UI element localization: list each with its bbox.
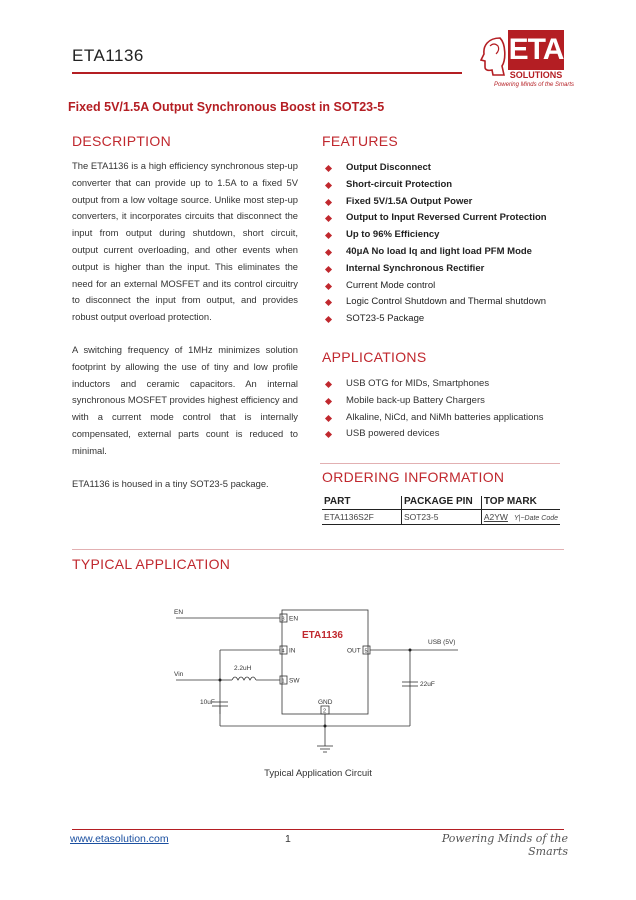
bullet-icon xyxy=(325,249,332,256)
header-divider xyxy=(72,72,462,74)
feature-item: Internal Synchronous Rectifier xyxy=(322,261,622,278)
section-divider xyxy=(72,549,564,550)
typical-application-circuit xyxy=(160,596,480,766)
column-header: PACKAGE PIN xyxy=(401,496,481,510)
logo-brand: ETA xyxy=(508,30,564,70)
label-vin: Vin xyxy=(174,671,184,678)
part-number-title: ETA1136 xyxy=(72,46,144,65)
bullet-icon xyxy=(325,266,332,273)
ordering-heading: ORDERING INFORMATION xyxy=(322,469,505,485)
applications-heading: APPLICATIONS xyxy=(322,349,427,365)
top-mark-value: A2YW xyxy=(483,512,508,522)
footer-divider xyxy=(72,829,564,830)
document-subtitle: Fixed 5V/1.5A Output Synchronous Boost in SOT23-5 xyxy=(68,100,385,114)
bullet-icon xyxy=(325,232,332,239)
bullet-icon xyxy=(325,415,332,422)
bullet-icon xyxy=(325,299,332,306)
label-en: EN xyxy=(174,609,184,616)
feature-item: SOT23-5 Package xyxy=(322,311,622,328)
bullet-icon xyxy=(325,398,332,405)
ic-name-label: ETA1136 xyxy=(302,630,343,641)
features-list xyxy=(322,160,622,328)
application-item: USB OTG for MIDs, Smartphones xyxy=(322,376,622,393)
eta-solutions-logo xyxy=(474,30,574,94)
pin-out-num: 5 xyxy=(364,648,368,655)
pin-in-name: IN xyxy=(289,647,296,655)
pin-en-num: 3 xyxy=(281,616,285,623)
top-mark-note: Y|~Date Code xyxy=(513,515,558,522)
pin-sw-name: SW xyxy=(289,677,300,685)
feature-item: Up to 96% Efficiency xyxy=(322,227,622,244)
feature-item: Fixed 5V/1.5A Output Power xyxy=(322,194,622,211)
column-header: TOP MARK xyxy=(481,496,560,510)
pin-gnd-num: 2 xyxy=(323,708,327,715)
bullet-icon xyxy=(325,381,332,388)
logo-head-icon xyxy=(480,36,506,76)
feature-item: 40μA No load Iq and light load PFM Mode xyxy=(322,244,622,261)
circuit-caption: Typical Application Circuit xyxy=(264,768,372,779)
feature-item: Logic Control Shutdown and Thermal shutdown xyxy=(322,294,622,311)
bullet-icon xyxy=(325,316,332,323)
column-header: PART xyxy=(322,496,401,510)
features-heading: FEATURES xyxy=(322,133,399,149)
label-usb: USB (5V) xyxy=(428,639,456,646)
label-inductor: 2.2uH xyxy=(234,665,252,672)
label-cout: 22uF xyxy=(420,681,435,688)
description-paragraph-3: ETA1136 is housed in a tiny SOT23-5 package. xyxy=(72,478,269,489)
label-gnd: GND xyxy=(318,699,333,706)
pin-en-name: EN xyxy=(289,615,299,623)
bullet-icon xyxy=(325,283,332,290)
application-item: Alkaline, NiCd, and NiMh batteries applications xyxy=(322,410,622,427)
part-cell: ETA1136S2F xyxy=(322,510,401,525)
feature-item: Short-circuit Protection xyxy=(322,177,622,194)
package-cell: SOT23-5 xyxy=(401,510,481,525)
logo-sub: SOLUTIONS xyxy=(509,70,563,80)
description-paragraph-2: A switching frequency of 1MHz minimizes solution footprint by allowing the use of tiny and low profile inductors and ceramic capacitors. An internal synchronous MOSFET provides highest efficiency and with a current mode control that is internally compensated, external parts count is reduced to minimal. xyxy=(72,344,298,456)
ordering-table xyxy=(322,496,560,525)
pin-sw-num: 1 xyxy=(281,678,285,685)
logo-tagline: Powering Minds of the Smarts xyxy=(493,82,574,88)
feature-item: Current Mode control xyxy=(322,278,622,295)
pin-in-num: 4 xyxy=(281,648,285,655)
top-mark-cell xyxy=(481,510,560,525)
website-link[interactable]: www.etasolution.com xyxy=(70,833,169,845)
bullet-icon xyxy=(325,182,332,189)
description-heading: DESCRIPTION xyxy=(72,133,171,149)
bullet-icon xyxy=(325,165,332,172)
description-paragraph-1: The ETA1136 is a high efficiency synchronous step-up converter that can provide up to 1.5A to a fixed 5V output from a low voltage source. Unlike most step-up converters, it incorporates circuits that disconnect the input from output during shutdown, short circuit, output current overloading, and other events when output is higher than the input. This eliminates the need for an external MOSFET and its control circuitry to disconnect the input from output, and provides robust output overload protection. xyxy=(72,160,298,323)
feature-item: Output Disconnect xyxy=(322,160,622,177)
typical-application-heading: TYPICAL APPLICATION xyxy=(72,556,231,572)
applications-list xyxy=(322,376,622,443)
feature-item: Output to Input Reversed Current Protection xyxy=(322,210,622,227)
bullet-icon xyxy=(325,199,332,206)
footer-tagline: Powering Minds of the Smarts xyxy=(441,832,568,858)
ordering-table-header xyxy=(322,496,560,510)
application-item: Mobile back-up Battery Chargers xyxy=(322,393,622,410)
bullet-icon xyxy=(325,215,332,222)
bullet-icon xyxy=(325,431,332,438)
application-item: USB powered devices xyxy=(322,426,622,443)
label-cin: 10uF xyxy=(200,699,215,706)
table-row xyxy=(322,510,560,525)
page-number: 1 xyxy=(285,833,291,845)
pin-out-name: OUT xyxy=(347,647,361,655)
